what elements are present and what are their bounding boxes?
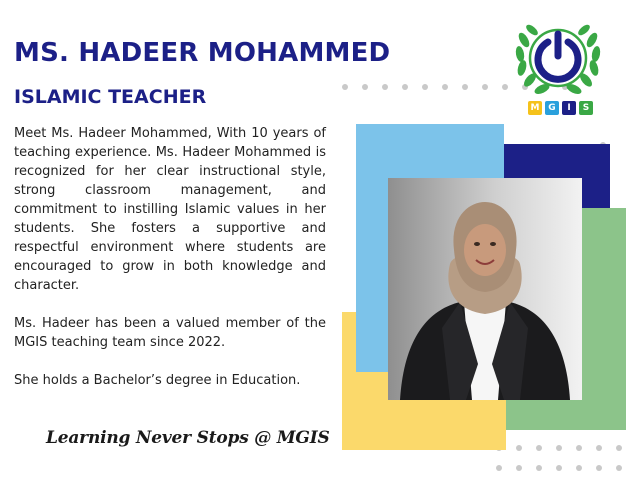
teacher-role: ISLAMIC TEACHER bbox=[14, 86, 207, 108]
decorative-dot bbox=[616, 465, 622, 471]
decorative-dot bbox=[596, 465, 602, 471]
decorative-dot bbox=[516, 445, 522, 451]
decorative-dot bbox=[556, 465, 562, 471]
logo-letter: G bbox=[545, 101, 559, 115]
bio-paragraph: Meet Ms. Hadeer Mohammed, With 10 years of teaching experience. Ms. Hadeer Mohammed is recognized for her clear instructional style, strong classroom management, and commitment to instilling Islamic values in her students. She fosters a supportive and respectful environment where students are encouraged to grow in both knowledge and character. bbox=[14, 126, 326, 293]
teacher-photo bbox=[388, 178, 582, 400]
decorative-dot bbox=[516, 465, 522, 471]
decorative-dot bbox=[576, 465, 582, 471]
bio-paragraph: Ms. Hadeer has been a valued member of the MGIS teaching team since 2022. bbox=[14, 316, 326, 350]
logo-letter-badges bbox=[528, 101, 593, 115]
decorative-dot bbox=[576, 445, 582, 451]
decorative-dot bbox=[502, 84, 508, 90]
decorative-dot bbox=[382, 84, 388, 90]
decorative-dot bbox=[362, 84, 368, 90]
teacher-bio bbox=[14, 124, 326, 390]
logo-letter: M bbox=[528, 101, 542, 115]
decorative-dot bbox=[462, 84, 468, 90]
decorative-dot bbox=[536, 465, 542, 471]
power-icon bbox=[510, 10, 606, 102]
teacher-name: MS. HADEER MOHAMMED bbox=[14, 38, 391, 68]
decorative-dot bbox=[496, 465, 502, 471]
decorative-dot bbox=[596, 445, 602, 451]
logo-letter: I bbox=[562, 101, 576, 115]
decorative-dot bbox=[342, 84, 348, 90]
decorative-dot bbox=[616, 445, 622, 451]
decorative-dot bbox=[556, 445, 562, 451]
bio-paragraph: She holds a Bachelor’s degree in Education. bbox=[14, 373, 301, 388]
decorative-dot bbox=[422, 84, 428, 90]
decorative-dot bbox=[482, 84, 488, 90]
logo-letter: S bbox=[579, 101, 593, 115]
tagline: Learning Never Stops @ MGIS bbox=[46, 428, 330, 448]
decorative-dot bbox=[536, 445, 542, 451]
decorative-dot-grid bbox=[496, 445, 622, 471]
teacher-portrait-icon bbox=[388, 178, 582, 400]
decorative-dot bbox=[402, 84, 408, 90]
decorative-dot bbox=[442, 84, 448, 90]
